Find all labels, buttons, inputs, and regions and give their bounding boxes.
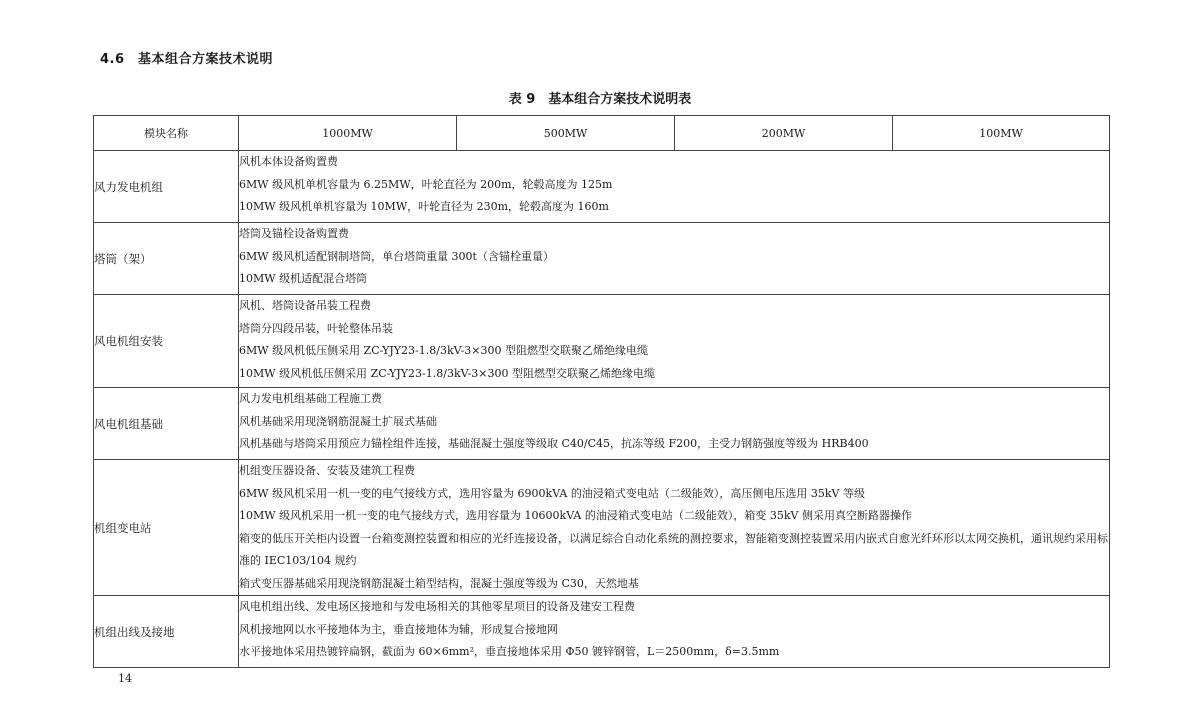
module-name: 塔筒（架）	[94, 223, 239, 295]
table-row	[94, 460, 1110, 596]
description-line: 10MW 级风机采用一机一变的电气接线方式，选用容量为 10600kVA 的油浸箱式变电站（二级能效），箱变 35kV 侧采用真空断路器操作	[239, 509, 912, 522]
description-line: 6MW 级风机适配钢制塔筒，单台塔筒重量 300t（含锚栓重量）	[239, 249, 554, 263]
description-line: 风力发电机组基础工程施工费	[239, 392, 382, 405]
module-description	[239, 295, 1110, 388]
table-caption: 表 9 基本组合方案技术说明表	[508, 92, 692, 107]
module-description	[239, 151, 1110, 223]
description-line: 6MW 级风机采用一机一变的电气接线方式，选用容量为 6900kVA 的油浸箱式变电站（二级能效），高压侧电压选用 35kV 等级	[239, 486, 865, 500]
description-line: 塔筒分四段吊装，叶轮整体吊装	[239, 321, 393, 335]
table-header-row	[94, 116, 1110, 151]
description-line: 10MW 级风机单机容量为 10MW，叶轮直径为 230m，轮毂高度为 160m	[239, 200, 609, 213]
module-description	[239, 460, 1110, 596]
description-line: 6MW 级风机单机容量为 6.25MW，叶轮直径为 200m，轮毂高度为 125m	[239, 177, 613, 191]
module-description	[239, 223, 1110, 295]
description-line: 箱式变压器基础采用现浇钢筋混凝土箱型结构，混凝土强度等级为 C30，天然地基	[239, 576, 639, 590]
description-line: 10MW 级机适配混合塔筒	[239, 272, 368, 285]
description-line: 风机基础采用现浇钢筋混凝土扩展式基础	[239, 414, 437, 428]
description-line: 塔筒及锚栓设备购置费	[239, 227, 349, 240]
module-name: 风电机组基础	[94, 388, 239, 460]
description-line: 10MW 级风机低压侧采用 ZC-YJY23-1.8/3kV-3×300 型阻燃型交联聚乙烯绝缘电缆	[239, 366, 655, 380]
header-module-name: 模块名称	[94, 116, 239, 151]
table-row	[94, 295, 1110, 388]
module-description	[239, 388, 1110, 460]
table-row	[94, 223, 1110, 295]
table-row	[94, 151, 1110, 223]
spec-table	[93, 115, 1110, 668]
section-title: 4.6 基本组合方案技术说明	[100, 52, 274, 67]
header-200mw: 200MW	[675, 116, 893, 151]
module-name: 风电机组安装	[94, 295, 239, 388]
header-100mw: 100MW	[893, 116, 1110, 151]
header-500mw: 500MW	[457, 116, 675, 151]
description-line: 风机本体设备购置费	[239, 155, 338, 168]
description-line: 机组变压器设备、安装及建筑工程费	[239, 464, 415, 477]
module-name: 机组出线及接地	[94, 596, 239, 668]
description-line: 6MW 级风机低压侧采用 ZC-YJY23-1.8/3kV-3×300 型阻燃型交联聚乙烯绝缘电缆	[239, 344, 648, 357]
module-name: 风力发电机组	[94, 151, 239, 223]
module-name: 机组变电站	[94, 460, 239, 596]
description-line: 箱变的低压开关柜内设置一台箱变测控装置和相应的光纤连接设备，以满足综合自动化系统的测控要求，智能箱变测控装置采用内嵌式自愈光纤环形以太网交换机，通讯规约采用标准的 IEC103/104 规约	[239, 531, 1108, 567]
module-description	[239, 596, 1110, 668]
description-line: 风机基础与塔筒采用预应力锚栓组件连接，基础混凝土强度等级取 C40/C45，抗冻等级 F200，主受力钢筋强度等级为 HRB400	[239, 437, 869, 450]
description-line: 风机接地网以水平接地体为主，垂直接地体为辅，形成复合接地网	[239, 622, 558, 636]
description-line: 水平接地体采用热镀锌扁钢，截面为 60×6mm²，垂直接地体采用 Φ50 镀锌钢管，L＝2500mm，δ=3.5mm	[239, 645, 780, 658]
description-line: 风机、塔筒设备吊装工程费	[239, 299, 371, 312]
table-row	[94, 388, 1110, 460]
header-1000mw: 1000MW	[239, 116, 457, 151]
table-row	[94, 596, 1110, 668]
page-number: 14	[118, 672, 132, 685]
description-line: 风电机组出线、发电场区接地和与发电场相关的其他零星项目的设备及建安工程费	[239, 600, 635, 613]
